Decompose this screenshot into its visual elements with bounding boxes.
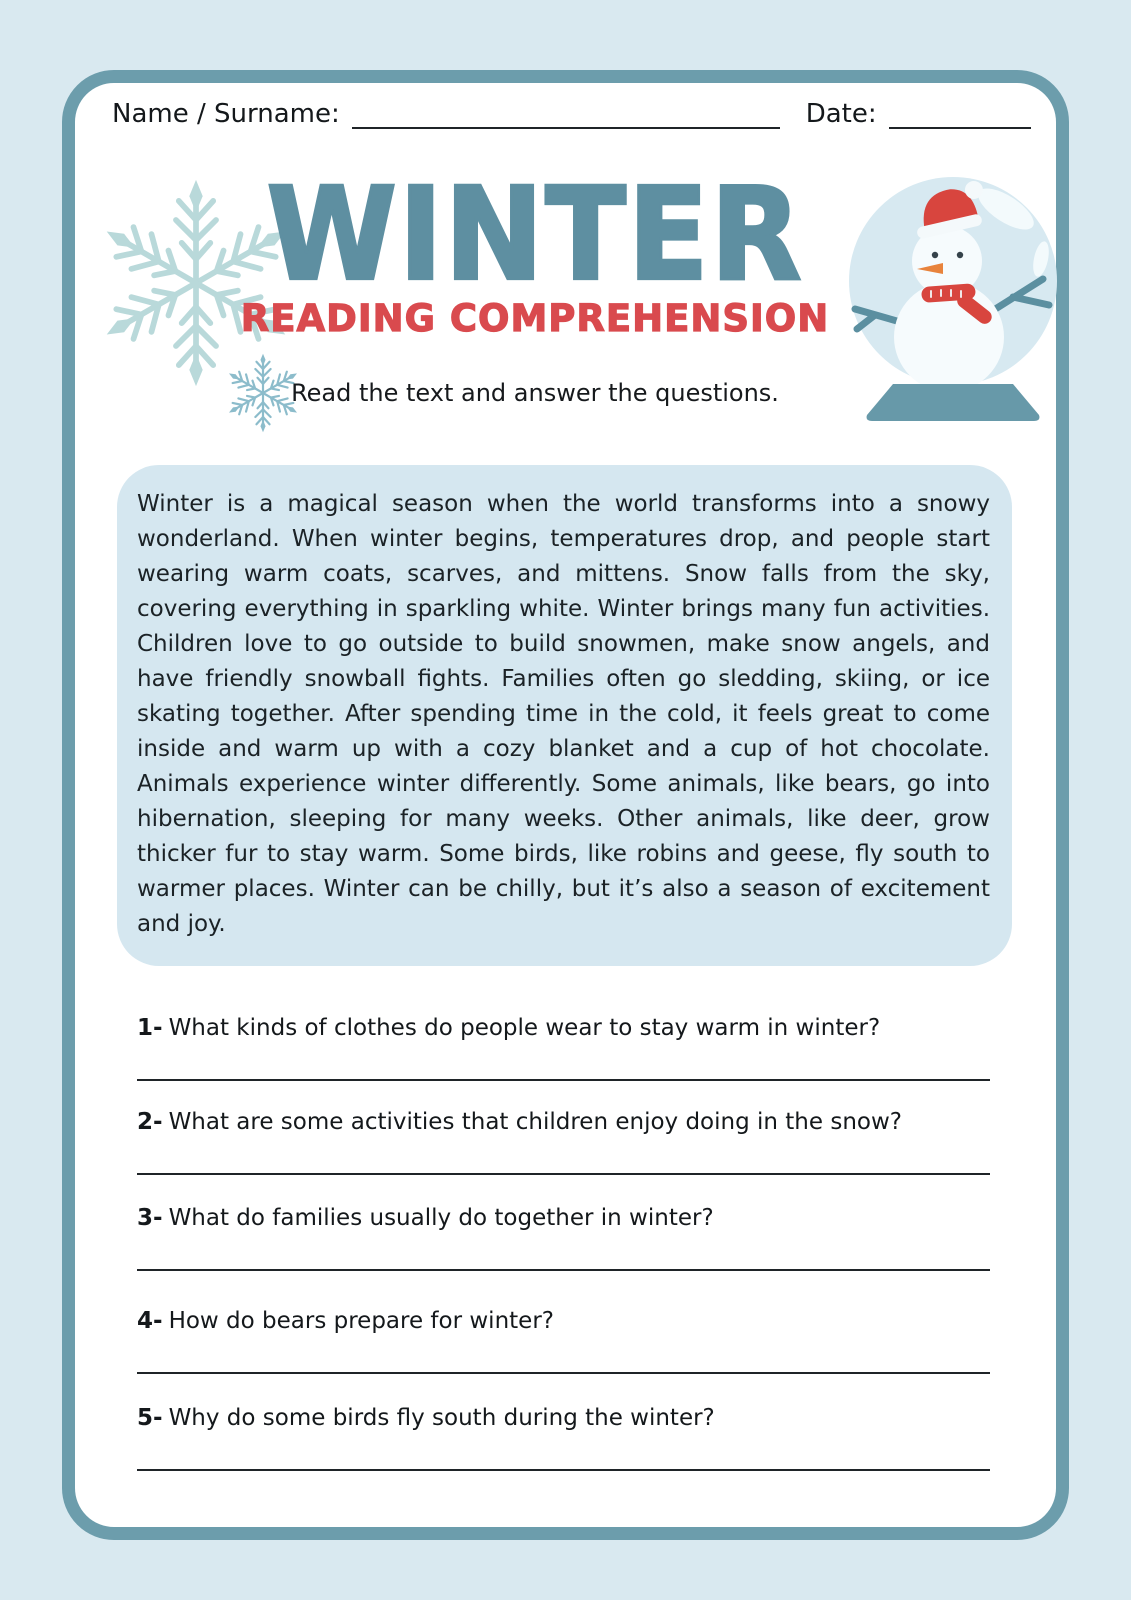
question-number: 1- — [137, 1015, 163, 1041]
question-text: Why do some birds fly south during the winter? — [168, 1405, 715, 1431]
answer-line — [137, 1372, 990, 1374]
answer-line — [137, 1173, 990, 1175]
page-title: WINTER — [266, 159, 804, 309]
question-text: What do families usually do together in winter? — [168, 1205, 714, 1231]
question-number: 2- — [137, 1109, 163, 1135]
date-fill-line — [889, 99, 1031, 129]
question-item — [137, 1013, 990, 1081]
question-number: 4- — [137, 1308, 163, 1334]
passage-text: Winter is a magical season when the world transforms into a snowy wonderland. When winter begins, temperatures drop, and people start wearing warm coats, scarves, and mittens. Snow falls from the sky, covering everything in sparkling white. Winter brings many fun activities. Children love to go outside to build snowmen, make snow angels, and have friendly snowball fights. Families often go sledding, skiing, or ice skating together. After spending time in the cold, it feels great to come inside and warm up with a cozy blanket and a cup of hot chocolate. Animals experience winter differently. Some animals, like bears, go into hibernation, sleeping for many weeks. Other animals, like deer, grow thicker fur to stay warm. Some birds, like robins and geese, fly south to warmer places. Winter can be chilly, but it’s also a season of excitement and joy. — [137, 491, 990, 937]
question-item — [137, 1306, 990, 1374]
question-item — [137, 1107, 990, 1175]
question-number: 5- — [137, 1405, 163, 1431]
worksheet-card — [62, 70, 1069, 1540]
page-subtitle: READING COMPREHENSION — [240, 297, 830, 340]
snow-globe-snowman-icon — [843, 163, 1065, 425]
date-label: Date: — [805, 99, 877, 129]
worksheet-header — [112, 99, 1034, 129]
question-number: 3- — [137, 1205, 163, 1231]
question-text: What kinds of clothes do people wear to stay warm in winter? — [168, 1015, 881, 1041]
question-item — [137, 1403, 990, 1471]
instruction-text: Read the text and answer the questions. — [291, 379, 779, 407]
name-label: Name / Surname: — [112, 99, 340, 129]
question-text: What are some activities that children enjoy doing in the snow? — [168, 1109, 902, 1135]
answer-line — [137, 1469, 990, 1471]
question-item — [137, 1203, 990, 1271]
answer-line — [137, 1079, 990, 1081]
name-fill-line — [352, 99, 780, 129]
answer-line — [137, 1269, 990, 1271]
question-text: How do bears prepare for winter? — [168, 1308, 554, 1334]
passage-box — [117, 465, 1012, 966]
